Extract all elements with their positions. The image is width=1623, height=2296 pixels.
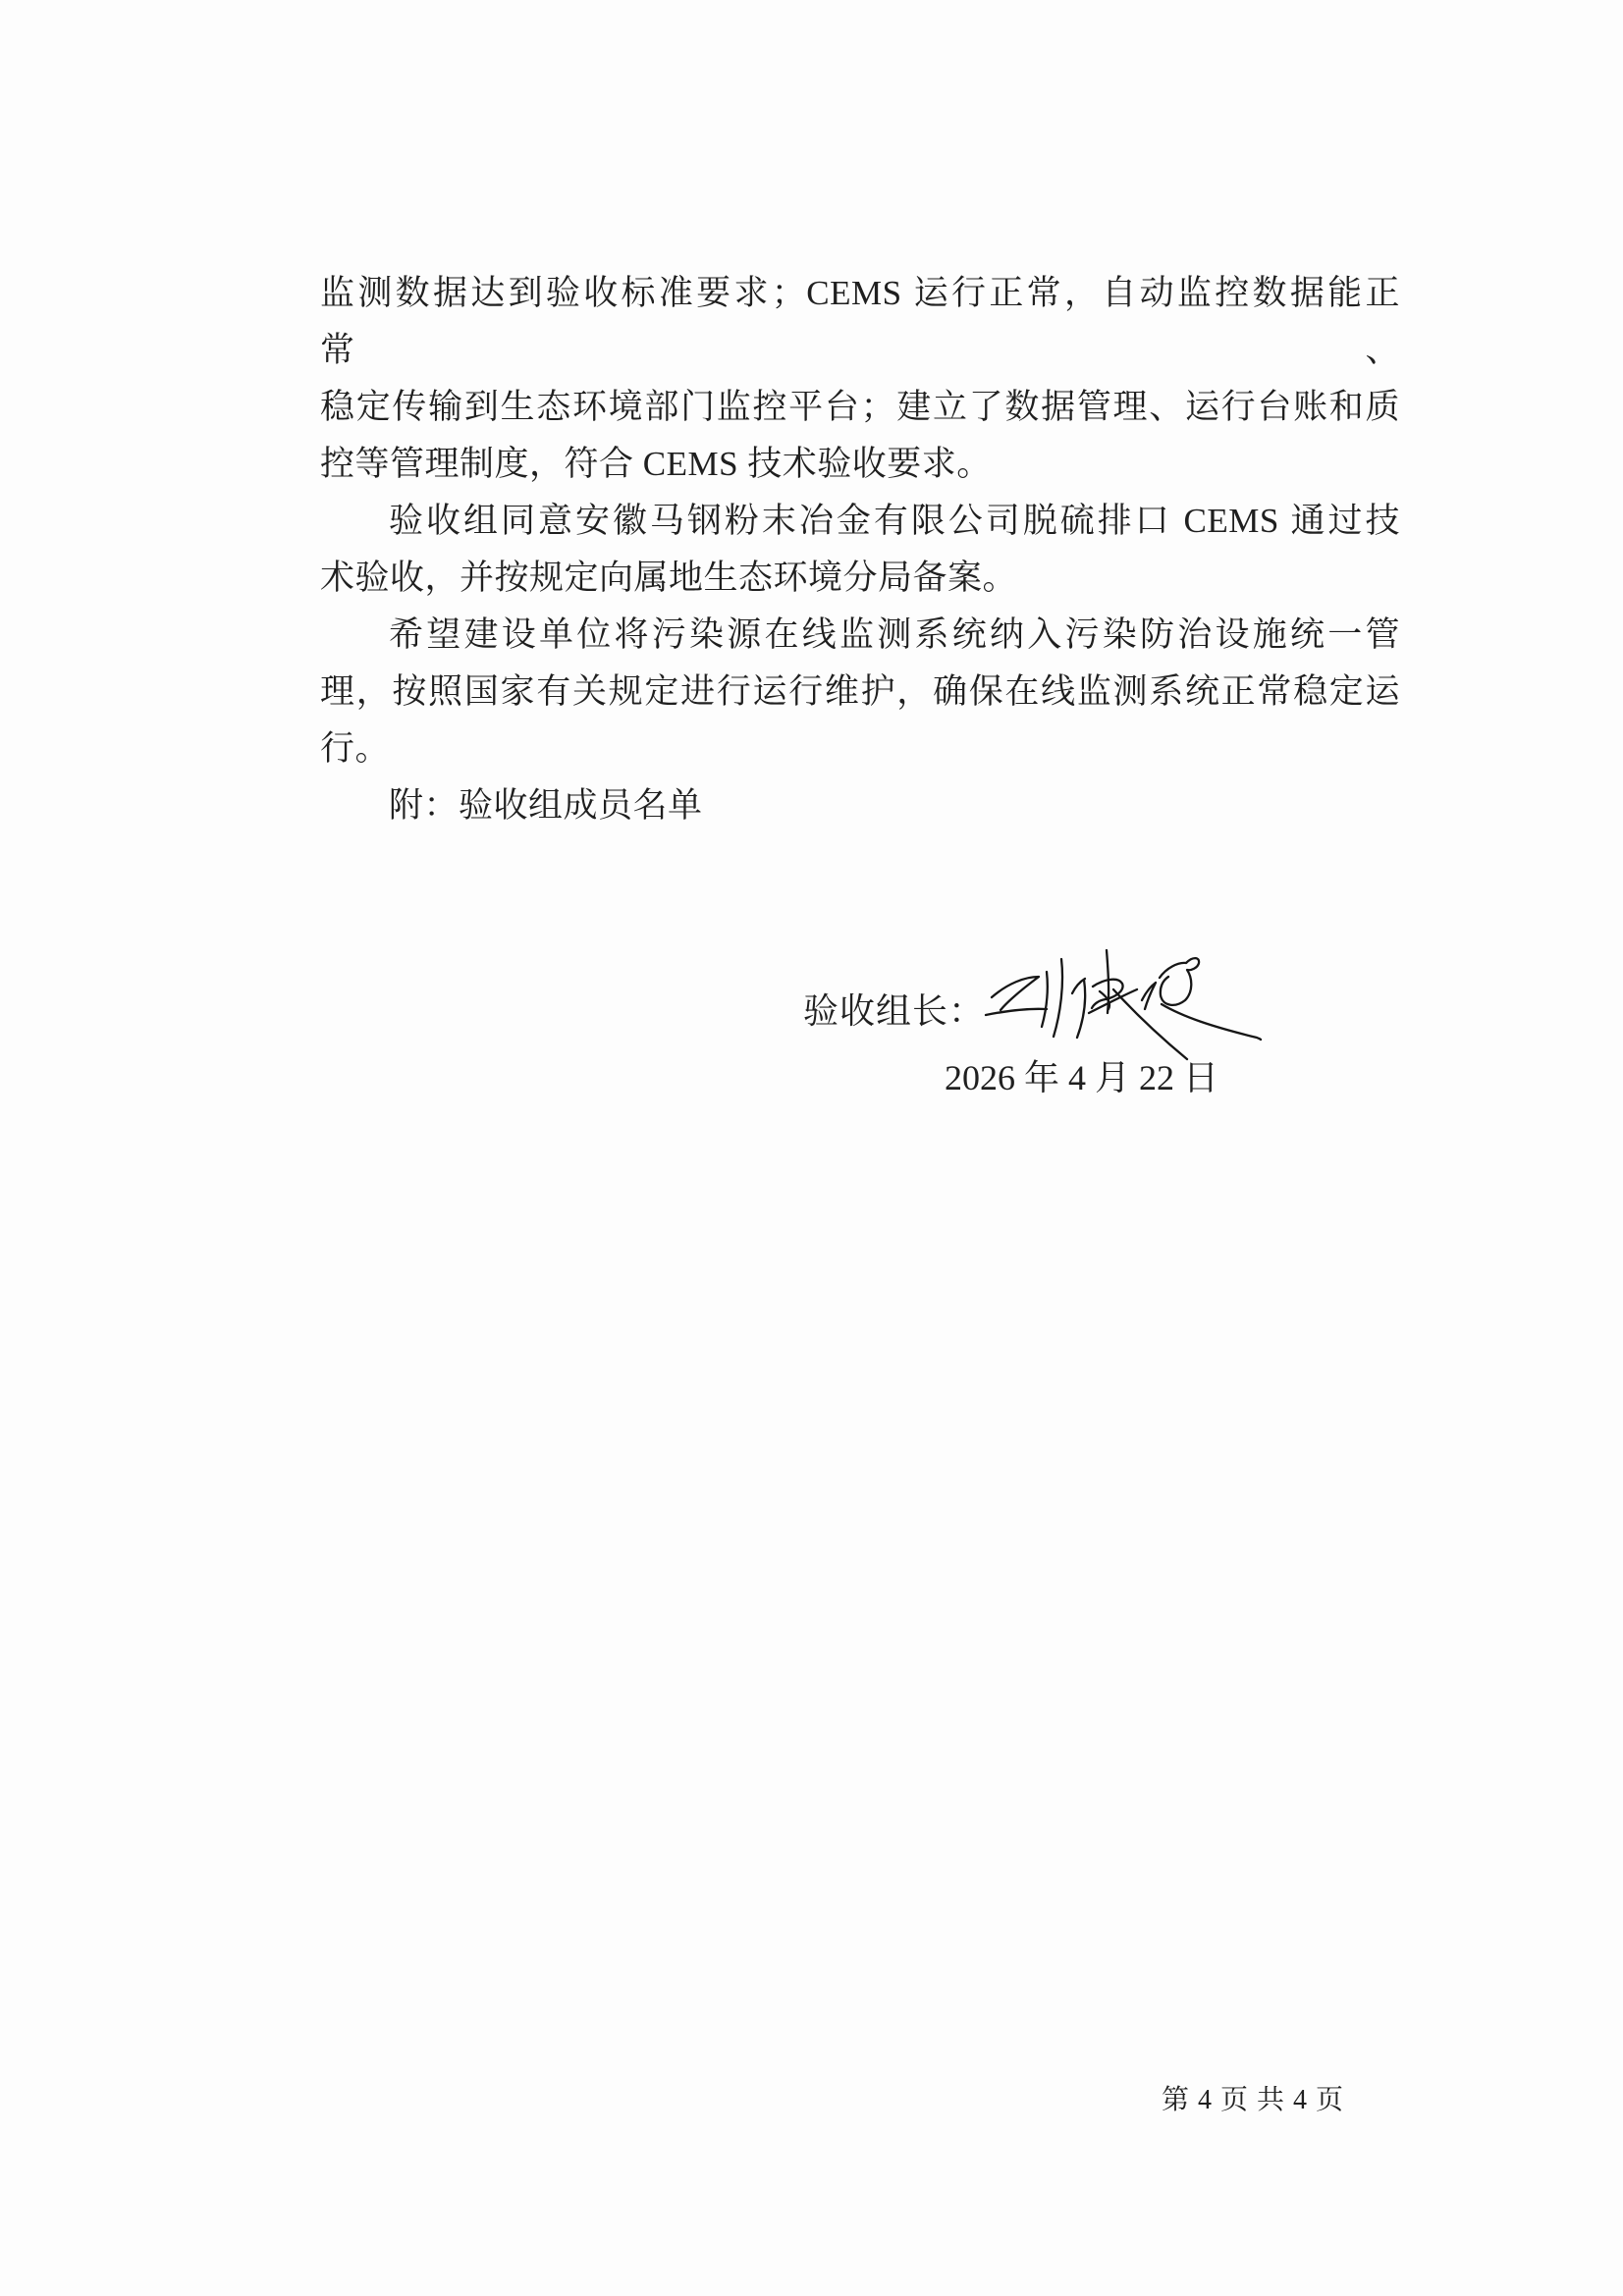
body-line-8: 行。 bbox=[320, 729, 391, 768]
body-line-3: 控等管理制度，符合 CEMS 技术验收要求。 bbox=[320, 445, 992, 483]
body-line-6: 希望建设单位将污染源在线监测系统纳入污染防治设施统一管 bbox=[389, 615, 1400, 654]
body-line-4: 验收组同意安徽马钢粉末冶金有限公司脱硫排口 CEMS 通过技 bbox=[389, 502, 1400, 540]
body-line-1: 监测数据达到验收标准要求；CEMS 运行正常，自动监控数据能正常、 bbox=[320, 274, 1400, 369]
body-line-7: 理，按照国家有关规定进行运行维护，确保在线监测系统正常稳定运 bbox=[320, 672, 1400, 711]
page-number: 第 4 页 共 4 页 bbox=[1162, 2085, 1345, 2115]
body-line-2: 稳定传输到生态环境部门监控平台；建立了数据管理、运行台账和质 bbox=[320, 388, 1400, 426]
signoff-date: 2026 年 4 月 22 日 bbox=[945, 1058, 1219, 1097]
signoff-label: 验收组长： bbox=[803, 991, 986, 1031]
body-text bbox=[320, 265, 1400, 834]
body-line-5: 术验收，并按规定向属地生态环境分局备案。 bbox=[320, 559, 1018, 597]
body-line-9: 附：验收组成员名单 bbox=[389, 786, 703, 825]
